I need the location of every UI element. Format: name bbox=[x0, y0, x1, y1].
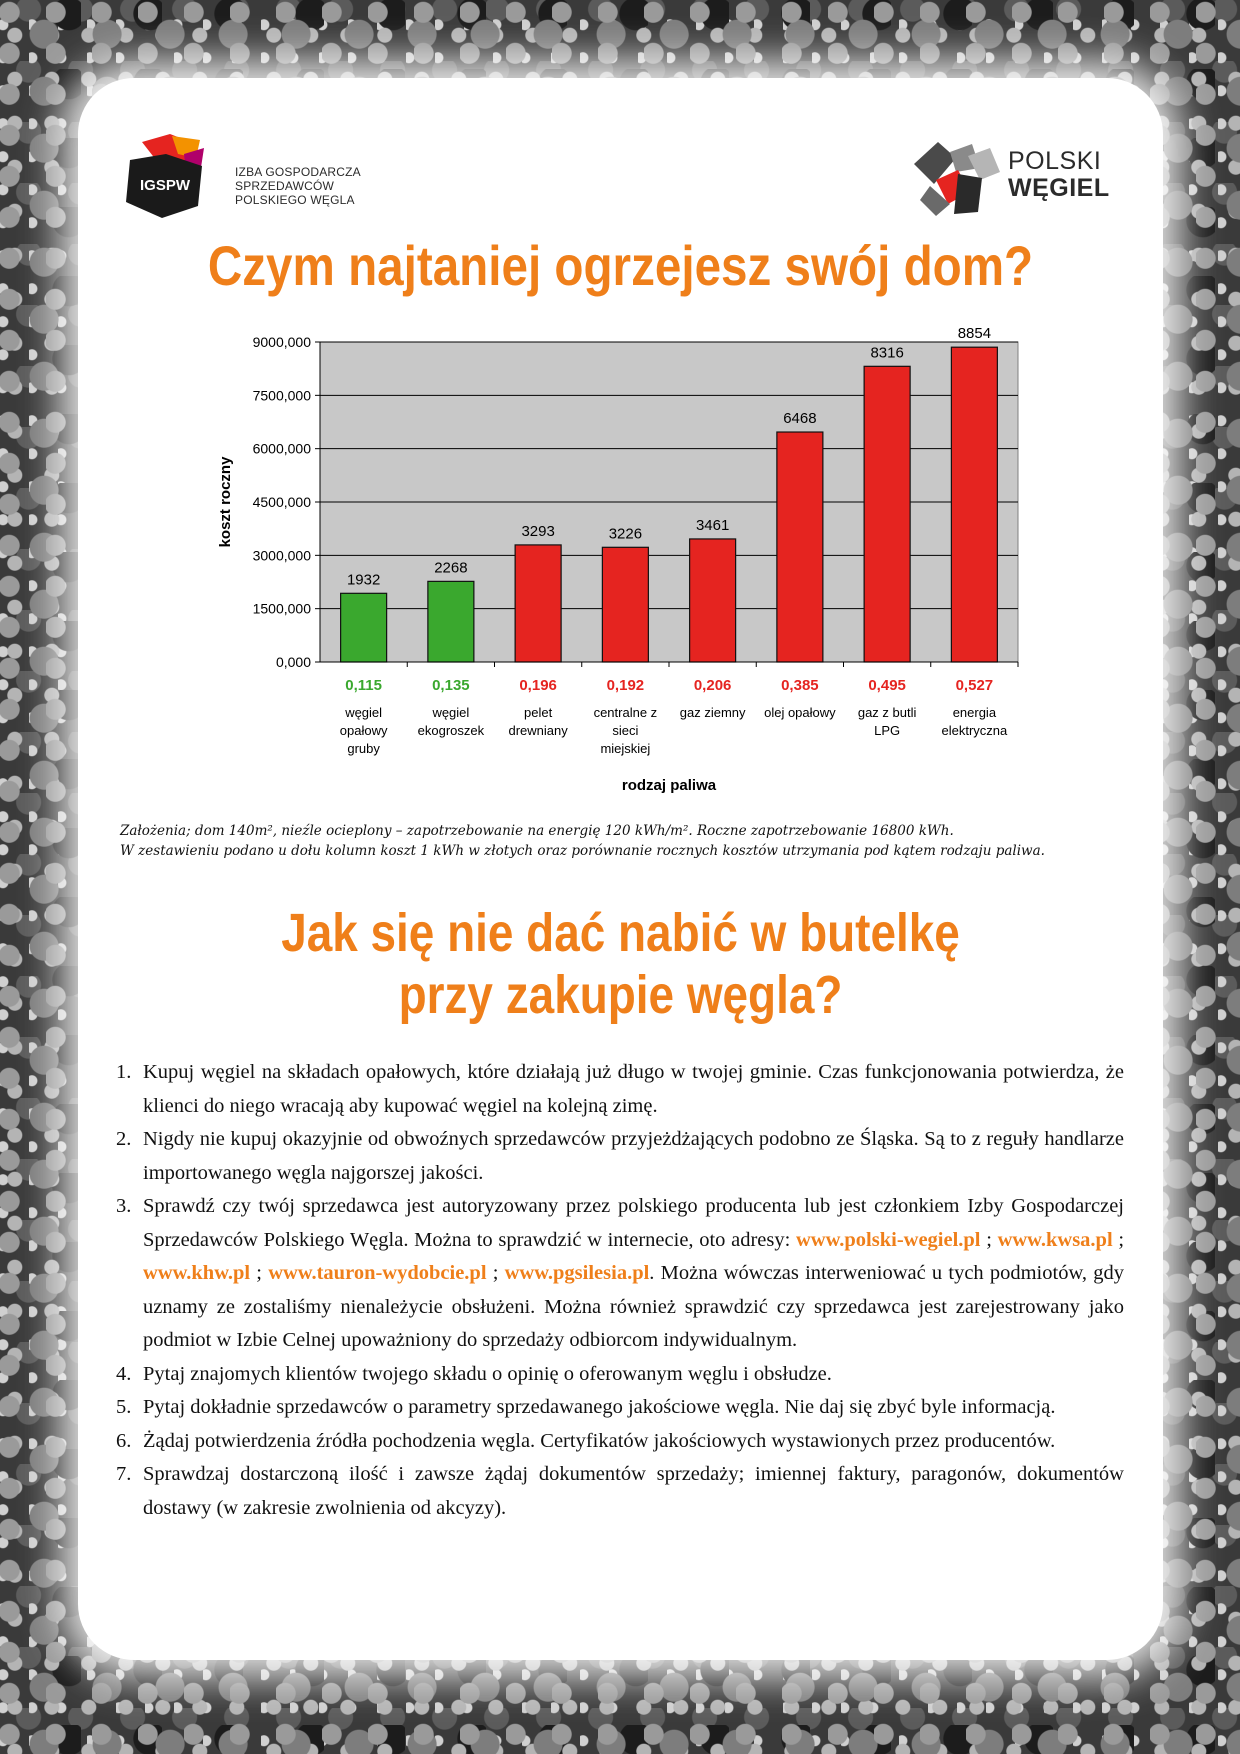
assumptions-line: Założenia; dom 140m², nieźle ocieplony – zapotrzebowanie na energię 120 kWh/m². Roczne zapotrzebowanie 16800 kWh. bbox=[120, 823, 954, 839]
tip-item: 6. Żądaj potwierdzenia źródła pochodzenia węgla. Certyfikatów jakościowych wystawionych przez producentów. bbox=[116, 1429, 1056, 1452]
igspw-organization-name: IZBA GOSPODARCZA SPRZEDAWCÓW POLSKIEGO WĘGLA bbox=[235, 165, 361, 207]
cost-per-kwh-label: 0,385 bbox=[781, 677, 819, 694]
cost-per-kwh-label: 0,495 bbox=[868, 677, 906, 694]
link-tauron[interactable]: www.tauron-wydobcie.pl bbox=[268, 1262, 487, 1284]
y-tick-label: 3000,000 bbox=[252, 547, 311, 564]
tip-item: 3. Sprawdź czy twój sprzedawca jest autoryzowany przez polskiego producenta lub jest członkiem Izby Gospodarczej Sprzedawców Polskiego Węgla. Można to sprawdzić w internecie, oto adresy: www.polski-wegiel.pl ; www.kwsa.pl ; www.khw.pl ; www.tauron-wydobcie.pl ; www.pgsilesia.pl. Można wówczas interweniować u tych podmiotów, gdy uznamy ze zostaliśmy nienależycie obsłużeni. Można również sprawdzić czy sprzedawca jest zarejestrowany jako podmiot w Izbie Celnej upoważniony do sprzedaży odbiorcom indywidualnym. bbox=[116, 1195, 1125, 1351]
x-category-label: drewniany bbox=[508, 723, 568, 738]
bar bbox=[951, 347, 997, 662]
x-category-label: gaz ziemny bbox=[679, 705, 746, 720]
x-category-label: olej opałowy bbox=[764, 705, 836, 720]
x-category-label: gruby bbox=[347, 741, 380, 756]
assumptions-note bbox=[120, 821, 1120, 861]
x-category-label: energia bbox=[952, 705, 997, 720]
bar bbox=[690, 539, 736, 662]
y-tick-label: 4500,000 bbox=[252, 494, 311, 510]
x-axis-title: rodzaj paliwa bbox=[621, 777, 717, 794]
tip-item: 7. Sprawdzaj dostarczoną ilość i zawsze żądaj dokumentów sprzedaży; imiennej faktury, paragonów, dokumentów dostawy (w zakresie zwolnienia od akcyzy). bbox=[116, 1463, 1124, 1519]
polski-wegiel-wordmark: POLSKI WĘGIEL bbox=[1008, 147, 1110, 202]
link-polski-wegiel[interactable]: www.polski-wegiel.pl bbox=[795, 1228, 981, 1251]
bar-value-label: 8316 bbox=[870, 344, 904, 362]
bar bbox=[777, 432, 823, 662]
bar-value-label: 2268 bbox=[434, 559, 468, 577]
cost-per-kwh-label: 0,115 bbox=[345, 677, 382, 694]
bar bbox=[602, 547, 648, 662]
x-category-label: sieci bbox=[612, 723, 639, 738]
y-axis-title: koszt roczny bbox=[217, 456, 234, 548]
y-tick-label: 0,000 bbox=[275, 654, 311, 670]
x-category-label: węgiel bbox=[432, 705, 470, 720]
cost-per-kwh-label: 0,192 bbox=[606, 677, 645, 694]
bar-value-label: 6468 bbox=[783, 410, 817, 428]
x-category-label: miejskiej bbox=[600, 741, 651, 756]
buying-tips-list bbox=[116, 1056, 1124, 1525]
tip-item: 2. Nigdy nie kupuj okazyjnie od obwoźnych sprzedawców przyjeżdżających podobno ze Śląska. Są to z reguły handlarze importowanego węgla najgorszej jakości. bbox=[116, 1128, 1124, 1184]
cost-per-kwh-label: 0,135 bbox=[432, 677, 470, 694]
x-category-label: LPG bbox=[874, 723, 901, 738]
y-tick-label: 6000,000 bbox=[252, 440, 311, 457]
tip-item: 4. Pytaj znajomych klientów twojego składu o opinię o oferowanym węglu i obsłudze. bbox=[116, 1362, 832, 1385]
x-category-label: pelet bbox=[524, 705, 553, 720]
bar-value-label: 1932 bbox=[346, 571, 381, 589]
x-category-label: gaz z butli bbox=[857, 705, 917, 720]
x-category-label: opałowy bbox=[339, 723, 388, 738]
x-category-label: centralne z bbox=[593, 705, 658, 720]
y-tick-label: 7500,000 bbox=[252, 387, 311, 404]
bar-value-label: 3293 bbox=[521, 522, 555, 540]
x-category-label: węgiel bbox=[345, 705, 383, 720]
bar-value-label: 3226 bbox=[608, 525, 643, 543]
tip-item: 1. Kupuj węgiel na składach opałowych, które działają już długo w twojej gminie. Czas funkcjonowania potwierdza, że klienci do niego wracają aby kupować węgiel na kolejną zimę. bbox=[116, 1061, 1124, 1117]
igspw-logo bbox=[122, 134, 232, 218]
cost-per-kwh-label: 0,196 bbox=[519, 677, 557, 694]
x-category-label: elektryczna bbox=[941, 723, 1008, 738]
bar bbox=[864, 366, 910, 662]
tip-item: 5. Pytaj dokładnie sprzedawców o parametry sprzedawanego jakościowe węgla. Nie daj się zbyć byle informacją. bbox=[116, 1396, 1056, 1418]
bar bbox=[515, 545, 561, 662]
main-headline: Czym najtaniej ogrzejesz swój dom? bbox=[207, 234, 1034, 297]
cost-per-kwh-label: 0,206 bbox=[693, 677, 732, 694]
x-category-label: ekogroszek bbox=[417, 723, 485, 738]
polski-wegiel-logo bbox=[910, 134, 1006, 218]
cost-per-kwh-label: 0,527 bbox=[955, 677, 994, 694]
link-pgsilesia[interactable]: www.pgsilesia.pl bbox=[504, 1262, 650, 1284]
annual-heating-cost-bar-chart bbox=[200, 320, 1030, 800]
svg-text:IGSPW: IGSPW bbox=[139, 177, 191, 194]
secondary-headline: Jak się nie dać nabić w butelkę przy zakupie węgla? bbox=[281, 903, 960, 1025]
bar-value-label: 3461 bbox=[695, 516, 730, 534]
y-tick-label: 1500,000 bbox=[252, 600, 311, 617]
assumptions-line: W zestawieniu podano u dołu kolumn koszt 1 kWh w złotych oraz porównanie rocznych kosztów utrzymania pod kątem rodzaju paliwa. bbox=[120, 843, 1045, 859]
bar bbox=[341, 593, 387, 662]
bar bbox=[428, 581, 474, 662]
y-tick-label: 9000,000 bbox=[252, 334, 311, 350]
bar-value-label: 8854 bbox=[957, 325, 992, 343]
link-khw[interactable]: www.khw.pl bbox=[143, 1262, 251, 1284]
link-kwsa[interactable]: www.kwsa.pl bbox=[997, 1228, 1113, 1251]
